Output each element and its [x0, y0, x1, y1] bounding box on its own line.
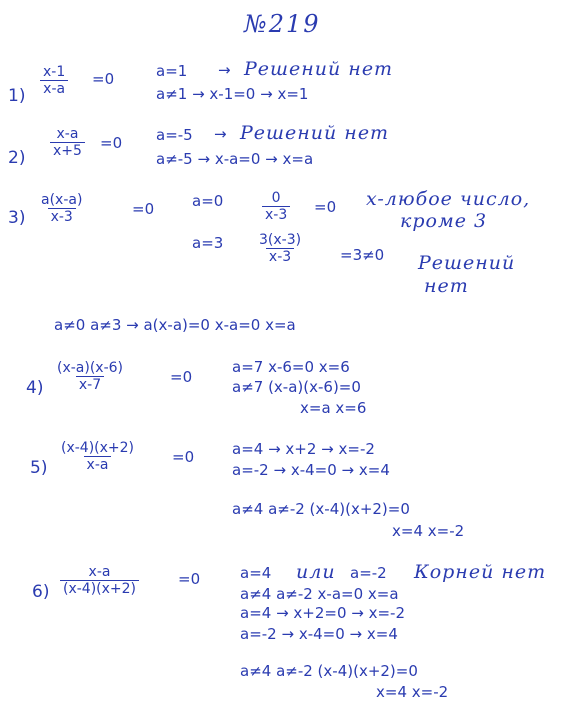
problem-3-label: 3) — [8, 208, 26, 228]
note-text: нет — [424, 275, 469, 297]
result-text: Решений нет — [240, 122, 390, 144]
fraction-numerator: x-1 — [43, 64, 66, 80]
problem-1-fraction — [40, 64, 68, 97]
fraction-denominator: x-3 — [48, 208, 76, 225]
problem-3-fraction — [38, 192, 85, 225]
arrow: → — [214, 125, 227, 143]
case-line: a≠4 a≠-2 (x-4)(x+2)=0 — [240, 662, 418, 680]
problem-5-label: 5) — [30, 458, 48, 478]
equation-rhs: =0 — [178, 570, 201, 588]
case-line: a=4 → x+2=0 → x=-2 — [240, 604, 406, 622]
fraction-denominator: x-a — [40, 80, 68, 97]
case-line: a≠7 (x-a)(x-6)=0 — [232, 378, 361, 396]
equation-rhs: =0 — [132, 200, 155, 218]
fraction-numerator: 3(x-3) — [259, 232, 302, 248]
fraction-numerator: x-a — [56, 126, 79, 142]
problem-2-fraction — [50, 126, 85, 159]
case-line: a≠1 → x-1=0 → x=1 — [156, 85, 309, 103]
problem-2-label: 2) — [8, 148, 26, 168]
case-line: a=-2 → x-4=0 → x=4 — [232, 461, 390, 479]
case-line: a=4 → x+2 → x=-2 — [232, 440, 375, 458]
fraction-numerator: 0 — [271, 190, 281, 206]
note-text: или — [296, 561, 336, 583]
fraction-numerator: x-a — [88, 564, 111, 580]
summary-line: a≠0 a≠3 → a(x-a)=0 x-a=0 x=a — [54, 316, 296, 334]
equation-rhs: =0 — [92, 70, 115, 88]
case-line: a≠4 a≠-2 x-a=0 x=a — [240, 585, 399, 603]
case-line: a=7 x-6=0 x=6 — [232, 358, 350, 376]
case-line: a=4 — [240, 564, 272, 582]
case-line: a=-2 — [350, 564, 387, 582]
case-line: x=4 x=-2 — [376, 683, 449, 701]
substitution-fraction — [256, 232, 304, 265]
equation-rhs: =0 — [100, 134, 123, 152]
fraction-denominator: x+5 — [50, 142, 85, 159]
note-text: x-любое число, — [366, 188, 531, 210]
problem-6-fraction — [60, 564, 139, 597]
problem-4-fraction — [54, 360, 126, 393]
case-line: a=-5 — [156, 126, 193, 144]
fraction-denominator: (x-4)(x+2) — [60, 580, 139, 597]
case-line: a≠-5 → x-a=0 → x=a — [156, 150, 314, 168]
case-line: a=1 — [156, 62, 188, 80]
case-line: a≠4 a≠-2 (x-4)(x+2)=0 — [232, 500, 410, 518]
equation-rhs: =0 — [170, 368, 193, 386]
fraction-numerator: a(x-a) — [41, 192, 83, 208]
equation-rhs: =0 — [172, 448, 195, 466]
fraction-numerator: (x-4)(x+2) — [61, 440, 135, 456]
fraction-denominator: x-3 — [262, 206, 290, 223]
fraction-denominator: x-3 — [266, 248, 294, 265]
equation-rhs: =3≠0 — [340, 246, 385, 264]
problem-5-fraction — [58, 440, 137, 473]
note-text: кроме 3 — [400, 210, 488, 232]
note-text: Решений — [418, 252, 516, 274]
fraction-denominator: x-7 — [76, 376, 104, 393]
result-text: Решений нет — [244, 58, 394, 80]
fraction-denominator: x-a — [84, 456, 112, 473]
case-line: a=0 — [192, 192, 224, 210]
substitution-fraction — [262, 190, 290, 223]
problem-6-label: 6) — [32, 582, 50, 602]
case-line: a=3 — [192, 234, 224, 252]
problem-4-label: 4) — [26, 378, 44, 398]
fraction-numerator: (x-a)(x-6) — [57, 360, 124, 376]
result-text: Корней нет — [414, 561, 547, 583]
case-line: x=4 x=-2 — [392, 522, 465, 540]
problem-1-label: 1) — [8, 86, 26, 106]
case-line: a=-2 → x-4=0 → x=4 — [240, 625, 398, 643]
page-title: №219 — [244, 10, 321, 38]
arrow: → — [218, 61, 231, 79]
equation-rhs: =0 — [314, 198, 337, 216]
case-line: x=a x=6 — [300, 399, 367, 417]
